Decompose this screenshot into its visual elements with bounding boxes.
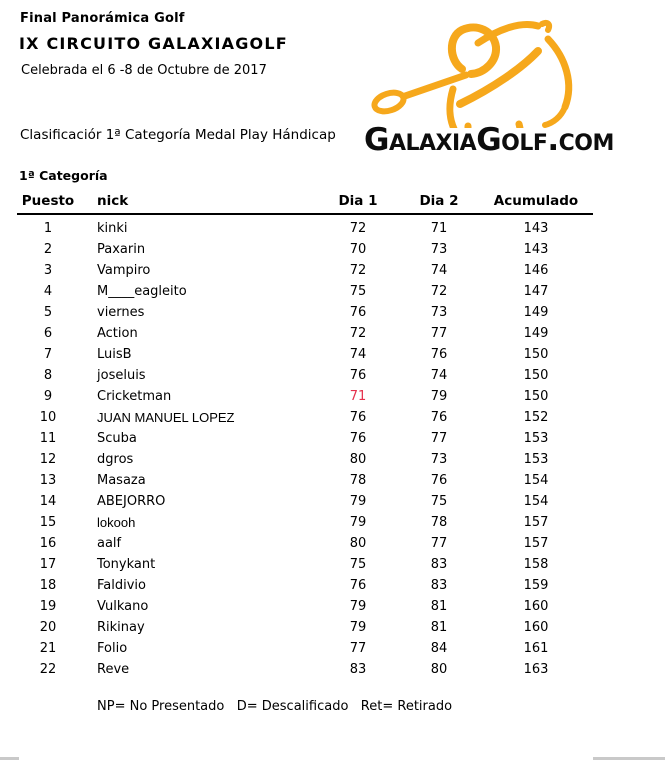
cell-dia2: 73 [430,305,448,320]
cell-dia2: 74 [430,263,448,278]
column-header-acumulado: Acumulado [493,193,579,209]
cell-nick: Faldivio [97,578,146,593]
golfer-swing-icon [356,6,660,128]
cell-puesto: 11 [39,431,57,446]
cell-dia2: 73 [430,452,448,467]
table-row [17,218,593,239]
cell-nick: aalf [97,536,122,551]
cell-acumulado: 160 [523,599,549,614]
cell-puesto: 2 [43,242,53,257]
table-header-row [17,190,593,212]
cell-puesto: 10 [39,410,57,425]
table-row [17,407,593,428]
cell-dia2: 83 [430,578,448,593]
cell-dia1: 75 [349,557,367,572]
cell-dia2: 76 [430,410,448,425]
cell-dia2: 77 [430,431,448,446]
table-row [17,491,593,512]
galaxiagolf-logo [356,6,660,164]
table-row [17,386,593,407]
cell-dia2: 80 [430,662,448,677]
cell-dia2: 77 [430,536,448,551]
cell-dia2: 76 [430,347,448,362]
column-header-dia2: Dia 2 [419,193,459,209]
cell-puesto: 16 [39,536,57,551]
cell-dia2: 73 [430,242,448,257]
cell-dia1: 71 [349,389,367,404]
cell-nick: JUAN MANUEL LOPEZ [97,410,235,425]
table-row [17,302,593,323]
table-header-rule [17,213,593,215]
page-edge-mark-left [0,757,19,760]
table-row [17,428,593,449]
cell-dia1: 76 [349,368,367,383]
cell-dia1: 80 [349,452,367,467]
cell-dia1: 76 [349,410,367,425]
cell-acumulado: 153 [523,431,549,446]
cell-acumulado: 149 [523,305,549,320]
cell-acumulado: 159 [523,578,549,593]
cell-acumulado: 157 [523,536,549,551]
table-row [17,638,593,659]
cell-acumulado: 160 [523,620,549,635]
cell-dia1: 79 [349,620,367,635]
cell-dia2: 72 [430,284,448,299]
cell-nick: viernes [97,305,145,320]
cell-dia1: 70 [349,242,367,257]
cell-dia1: 72 [349,263,367,278]
cell-dia2: 83 [430,557,448,572]
cell-nick: Masaza [97,473,146,488]
table-row [17,533,593,554]
cell-puesto: 4 [43,284,53,299]
cell-acumulado: 157 [523,515,549,530]
cell-dia2: 75 [430,494,448,509]
table-row [17,260,593,281]
cell-dia1: 79 [349,494,367,509]
event-name: Final Panorámica Golf [20,11,185,26]
cell-dia2: 74 [430,368,448,383]
cell-puesto: 22 [39,662,57,677]
cell-puesto: 15 [39,515,57,530]
table-row [17,470,593,491]
cell-acumulado: 143 [523,221,549,236]
cell-nick: joseluis [97,368,146,383]
table-row [17,512,593,533]
cell-nick: M____eagleito [97,284,187,299]
cell-nick: lokooh [97,515,136,530]
cell-dia1: 79 [349,599,367,614]
cell-puesto: 19 [39,599,57,614]
cell-dia1: 76 [349,431,367,446]
cell-dia1: 83 [349,662,367,677]
cell-acumulado: 143 [523,242,549,257]
cell-puesto: 1 [43,221,53,236]
cell-nick: Scuba [97,431,137,446]
cell-dia1: 78 [349,473,367,488]
page-edge-mark-right [593,757,665,760]
table-row [17,323,593,344]
cell-puesto: 21 [39,641,57,656]
classification-title: Clasificaciór 1ª Categoría Medal Play Hándicap [20,127,336,143]
cell-puesto: 9 [43,389,53,404]
cell-puesto: 17 [39,557,57,572]
table-row [17,281,593,302]
cell-nick: Reve [97,662,130,677]
logo-brand-text: GalaxiaGolf.com [364,122,614,158]
cell-nick: Tonykant [97,557,156,572]
cell-acumulado: 153 [523,452,549,467]
table-row [17,659,593,680]
table-row [17,239,593,260]
cell-dia1: 80 [349,536,367,551]
cell-puesto: 6 [43,326,53,341]
table-row [17,575,593,596]
cell-nick: dgros [97,452,134,467]
cell-puesto: 12 [39,452,57,467]
cell-acumulado: 163 [523,662,549,677]
cell-dia1: 72 [349,221,367,236]
cell-nick: Folio [97,641,128,656]
cell-dia2: 78 [430,515,448,530]
cell-nick: Vulkano [97,599,149,614]
cell-acumulado: 149 [523,326,549,341]
cell-dia1: 76 [349,305,367,320]
cell-nick: kinki [97,221,128,236]
table-row [17,344,593,365]
cell-dia2: 71 [430,221,448,236]
cell-nick: Cricketman [97,389,172,404]
table-row [17,365,593,386]
table-row [17,596,593,617]
column-header-nick: nick [97,193,129,209]
cell-puesto: 8 [43,368,53,383]
cell-dia1: 77 [349,641,367,656]
table-row [17,554,593,575]
cell-dia1: 79 [349,515,367,530]
cell-acumulado: 152 [523,410,549,425]
cell-dia2: 76 [430,473,448,488]
cell-dia1: 74 [349,347,367,362]
column-header-dia1: Dia 1 [338,193,378,209]
cell-puesto: 5 [43,305,53,320]
cell-acumulado: 158 [523,557,549,572]
cell-dia2: 79 [430,389,448,404]
column-header-puesto: Puesto [21,193,75,209]
cell-puesto: 20 [39,620,57,635]
cell-dia1: 72 [349,326,367,341]
cell-puesto: 7 [43,347,53,362]
cell-dia2: 81 [430,599,448,614]
cell-nick: ABEJORRO [97,494,166,509]
cell-acumulado: 150 [523,389,549,404]
cell-puesto: 14 [39,494,57,509]
table-row [17,617,593,638]
cell-nick: Paxarin [97,242,146,257]
legend-text: NP= No Presentado D= Descalificado Ret= Retirado [97,699,453,714]
event-date: Celebrada el 6 -8 de Octubre de 2017 [21,63,267,78]
cell-puesto: 18 [39,578,57,593]
cell-nick: Action [97,326,138,341]
table-row [17,449,593,470]
cell-dia1: 76 [349,578,367,593]
cell-puesto: 3 [43,263,53,278]
cell-acumulado: 161 [523,641,549,656]
cell-acumulado: 150 [523,347,549,362]
cell-dia2: 84 [430,641,448,656]
cell-acumulado: 154 [523,494,549,509]
cell-nick: Vampiro [97,263,151,278]
category-label: 1ª Categoría [19,168,108,183]
cell-acumulado: 154 [523,473,549,488]
results-table [17,190,593,680]
cell-dia2: 77 [430,326,448,341]
page-title: IX CIRCUITO GALAXIAGOLF [19,34,288,53]
cell-puesto: 13 [39,473,57,488]
cell-nick: LuisB [97,347,132,362]
cell-acumulado: 146 [523,263,549,278]
cell-dia1: 75 [349,284,367,299]
cell-acumulado: 147 [523,284,549,299]
cell-dia2: 81 [430,620,448,635]
cell-nick: Rikinay [97,620,145,635]
table-body [17,218,593,680]
cell-acumulado: 150 [523,368,549,383]
